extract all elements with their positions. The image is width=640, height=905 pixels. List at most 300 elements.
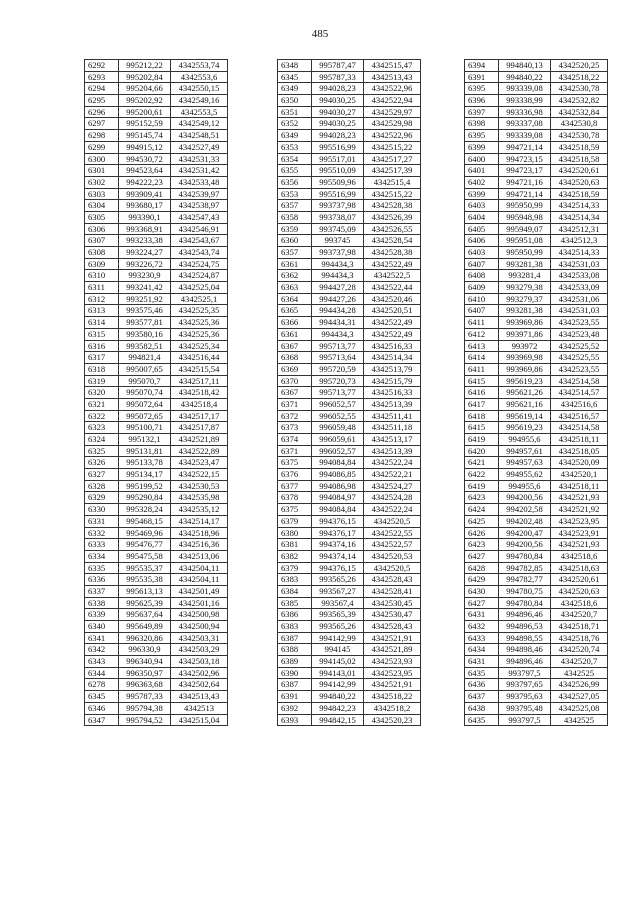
x-coordinate-cell: 994145 <box>312 644 364 656</box>
table-row <box>465 656 608 668</box>
table-row <box>278 258 421 270</box>
point-number-cell: 6327 <box>85 469 119 481</box>
x-coordinate-cell: 993797,5 <box>499 714 551 726</box>
x-coordinate-cell: 993338,99 <box>499 95 551 107</box>
table-row <box>278 410 421 422</box>
table-row <box>85 293 228 305</box>
table-row <box>85 609 228 621</box>
table-row <box>465 562 608 574</box>
table-row <box>85 118 228 130</box>
y-coordinate-cell: 4342522,5 <box>364 270 421 282</box>
point-number-cell: 6422 <box>465 469 499 481</box>
point-number-cell: 6427 <box>465 550 499 562</box>
y-coordinate-cell: 4342517,11 <box>171 375 228 387</box>
point-number-cell: 6397 <box>465 106 499 118</box>
x-coordinate-cell: 993969,98 <box>499 352 551 364</box>
point-number-cell: 6295 <box>85 95 119 107</box>
point-number-cell: 6358 <box>278 211 312 223</box>
point-number-cell: 6297 <box>85 118 119 130</box>
x-coordinate-cell: 993281,38 <box>499 305 551 317</box>
x-coordinate-cell: 995007,65 <box>119 363 171 375</box>
x-coordinate-cell: 993230,9 <box>119 270 171 282</box>
y-coordinate-cell: 4342533,48 <box>171 176 228 188</box>
y-coordinate-cell: 4342521,89 <box>364 644 421 656</box>
x-coordinate-cell: 993390,1 <box>119 211 171 223</box>
y-coordinate-cell: 4342514,33 <box>551 200 608 212</box>
x-coordinate-cell: 995200,61 <box>119 106 171 118</box>
x-coordinate-cell: 995328,24 <box>119 504 171 516</box>
table-row <box>465 282 608 294</box>
point-number-cell: 6394 <box>465 60 499 72</box>
y-coordinate-cell: 4342500,98 <box>171 609 228 621</box>
table-row <box>278 527 421 539</box>
x-coordinate-cell: 995621,16 <box>499 398 551 410</box>
table-row <box>85 469 228 481</box>
table-row <box>465 679 608 691</box>
y-coordinate-cell: 4342516,44 <box>171 352 228 364</box>
table-row <box>278 469 421 481</box>
point-number-cell: 6370 <box>278 375 312 387</box>
point-number-cell: 6363 <box>278 282 312 294</box>
y-coordinate-cell: 4342517,17 <box>171 410 228 422</box>
table-row <box>85 317 228 329</box>
x-coordinate-cell: 993795,63 <box>499 691 551 703</box>
y-coordinate-cell: 4342515,54 <box>171 363 228 375</box>
point-number-cell: 6361 <box>278 328 312 340</box>
x-coordinate-cell: 995509,96 <box>312 176 364 188</box>
x-coordinate-cell: 995152,59 <box>119 118 171 130</box>
table-row <box>85 504 228 516</box>
x-coordinate-cell: 994030,25 <box>312 95 364 107</box>
table-row <box>465 550 608 562</box>
table-row <box>278 235 421 247</box>
y-coordinate-cell: 4342521,92 <box>551 504 608 516</box>
x-coordinate-cell: 995516,99 <box>312 188 364 200</box>
x-coordinate-cell: 993737,98 <box>312 247 364 259</box>
x-coordinate-cell: 994840,22 <box>499 71 551 83</box>
point-number-cell: 6292 <box>85 60 119 72</box>
table-row <box>465 176 608 188</box>
point-number-cell: 6413 <box>465 340 499 352</box>
point-number-cell: 6323 <box>85 422 119 434</box>
point-number-cell: 6357 <box>278 200 312 212</box>
table-row <box>278 95 421 107</box>
point-number-cell: 6303 <box>85 188 119 200</box>
y-coordinate-cell: 4342525,52 <box>551 340 608 352</box>
x-coordinate-cell: 993909,41 <box>119 188 171 200</box>
y-coordinate-cell: 4342529,98 <box>364 118 421 130</box>
x-coordinate-cell: 993972 <box>499 340 551 352</box>
x-coordinate-cell: 995199,52 <box>119 480 171 492</box>
point-number-cell: 6333 <box>85 539 119 551</box>
table-row <box>278 621 421 633</box>
y-coordinate-cell: 4342520,46 <box>364 293 421 305</box>
x-coordinate-cell: 994376,15 <box>312 515 364 527</box>
point-number-cell: 6381 <box>278 539 312 551</box>
x-coordinate-cell: 994084,97 <box>312 492 364 504</box>
x-coordinate-cell: 994374,14 <box>312 550 364 562</box>
point-number-cell: 6337 <box>85 585 119 597</box>
point-number-cell: 6305 <box>85 211 119 223</box>
point-number-cell: 6308 <box>85 247 119 259</box>
y-coordinate-cell: 4342522,96 <box>364 83 421 95</box>
point-number-cell: 6379 <box>278 562 312 574</box>
x-coordinate-cell: 993969,86 <box>499 363 551 375</box>
point-number-cell: 6383 <box>278 574 312 586</box>
y-coordinate-cell: 4342513,06 <box>171 550 228 562</box>
point-number-cell: 6366 <box>278 317 312 329</box>
x-coordinate-cell: 994200,47 <box>499 527 551 539</box>
y-coordinate-cell: 4342521,91 <box>364 632 421 644</box>
y-coordinate-cell: 4342520,5 <box>364 562 421 574</box>
point-number-cell: 6385 <box>278 597 312 609</box>
point-number-cell: 6431 <box>465 609 499 621</box>
y-coordinate-cell: 4342517,87 <box>171 422 228 434</box>
y-coordinate-cell: 4342516,36 <box>171 539 228 551</box>
x-coordinate-cell: 994721,14 <box>499 141 551 153</box>
point-number-cell: 6419 <box>465 434 499 446</box>
table-row <box>465 387 608 399</box>
point-number-cell: 6411 <box>465 363 499 375</box>
x-coordinate-cell: 994142,99 <box>312 679 364 691</box>
y-coordinate-cell: 4342518,22 <box>551 71 608 83</box>
coordinate-table-3 <box>464 59 608 726</box>
table-row <box>278 247 421 259</box>
y-coordinate-cell: 4342525,1 <box>171 293 228 305</box>
point-number-cell: 6329 <box>85 492 119 504</box>
point-number-cell: 6342 <box>85 644 119 656</box>
y-coordinate-cell: 4342513,39 <box>364 445 421 457</box>
y-coordinate-cell: 4342518,11 <box>551 480 608 492</box>
y-coordinate-cell: 4342514,34 <box>364 352 421 364</box>
y-coordinate-cell: 4342528,43 <box>364 621 421 633</box>
y-coordinate-cell: 4342518,4 <box>171 398 228 410</box>
table-row <box>85 422 228 434</box>
x-coordinate-cell: 994723,17 <box>499 165 551 177</box>
x-coordinate-cell: 995713,77 <box>312 340 364 352</box>
point-number-cell: 6416 <box>465 387 499 399</box>
x-coordinate-cell: 994376,15 <box>312 562 364 574</box>
x-coordinate-cell: 994434,3 <box>312 258 364 270</box>
table-row <box>465 83 608 95</box>
table-row <box>278 387 421 399</box>
x-coordinate-cell: 994222,23 <box>119 176 171 188</box>
point-number-cell: 6423 <box>465 492 499 504</box>
table-row <box>85 632 228 644</box>
x-coordinate-cell: 993279,37 <box>499 293 551 305</box>
y-coordinate-cell: 4342522,21 <box>364 469 421 481</box>
point-number-cell: 6301 <box>85 165 119 177</box>
point-number-cell: 6382 <box>278 550 312 562</box>
x-coordinate-cell: 994840,22 <box>312 691 364 703</box>
y-coordinate-cell: 4342501,16 <box>171 597 228 609</box>
x-coordinate-cell: 995948,98 <box>499 211 551 223</box>
point-number-cell: 6324 <box>85 434 119 446</box>
point-number-cell: 6349 <box>278 130 312 142</box>
point-number-cell: 6344 <box>85 667 119 679</box>
y-coordinate-cell: 4342520,1 <box>551 469 608 481</box>
table-row <box>465 457 608 469</box>
x-coordinate-cell: 993233,38 <box>119 235 171 247</box>
x-coordinate-cell: 994202,58 <box>499 504 551 516</box>
point-number-cell: 6375 <box>278 457 312 469</box>
table-row <box>85 656 228 668</box>
table-row <box>278 609 421 621</box>
point-number-cell: 6330 <box>85 504 119 516</box>
y-coordinate-cell: 4342522,24 <box>364 457 421 469</box>
x-coordinate-cell: 995535,37 <box>119 562 171 574</box>
x-coordinate-cell: 995133,78 <box>119 457 171 469</box>
y-coordinate-cell: 4342514,33 <box>551 247 608 259</box>
y-coordinate-cell: 4342512,31 <box>551 223 608 235</box>
table-row <box>465 317 608 329</box>
y-coordinate-cell: 4342529,97 <box>364 106 421 118</box>
table-row <box>465 352 608 364</box>
y-coordinate-cell: 4342518,11 <box>551 434 608 446</box>
y-coordinate-cell: 4342523,47 <box>171 457 228 469</box>
y-coordinate-cell: 4342520,53 <box>364 550 421 562</box>
x-coordinate-cell: 995787,47 <box>312 60 364 72</box>
table-row <box>465 492 608 504</box>
table-row <box>465 714 608 726</box>
point-number-cell: 6401 <box>465 165 499 177</box>
point-number-cell: 6316 <box>85 340 119 352</box>
x-coordinate-cell: 993971,86 <box>499 328 551 340</box>
table-row <box>465 363 608 375</box>
point-number-cell: 6368 <box>278 352 312 364</box>
x-coordinate-cell: 993281,38 <box>499 258 551 270</box>
point-number-cell: 6296 <box>85 106 119 118</box>
x-coordinate-cell: 995290,84 <box>119 492 171 504</box>
x-coordinate-cell: 996052,55 <box>312 410 364 422</box>
table-row <box>465 328 608 340</box>
x-coordinate-cell: 994200,56 <box>499 539 551 551</box>
table-row <box>278 422 421 434</box>
x-coordinate-cell: 993680,17 <box>119 200 171 212</box>
y-coordinate-cell: 4342522,55 <box>364 527 421 539</box>
x-coordinate-cell: 993339,08 <box>499 130 551 142</box>
y-coordinate-cell: 4342518,42 <box>171 387 228 399</box>
point-number-cell: 6393 <box>278 714 312 726</box>
x-coordinate-cell: 994145,02 <box>312 656 364 668</box>
point-number-cell: 6312 <box>85 293 119 305</box>
table-row <box>278 211 421 223</box>
x-coordinate-cell: 994898,46 <box>499 644 551 656</box>
table-row <box>465 527 608 539</box>
table-row <box>465 235 608 247</box>
x-coordinate-cell: 993797,65 <box>499 679 551 691</box>
point-number-cell: 6299 <box>85 141 119 153</box>
point-number-cell: 6427 <box>465 597 499 609</box>
x-coordinate-cell: 994780,84 <box>499 550 551 562</box>
y-coordinate-cell: 4342525 <box>551 667 608 679</box>
table-row <box>278 667 421 679</box>
x-coordinate-cell: 996059,61 <box>312 434 364 446</box>
x-coordinate-cell: 994143,01 <box>312 667 364 679</box>
y-coordinate-cell: 4342525,36 <box>171 328 228 340</box>
y-coordinate-cell: 4342548,51 <box>171 130 228 142</box>
table-row <box>85 211 228 223</box>
x-coordinate-cell: 994028,23 <box>312 83 364 95</box>
y-coordinate-cell: 4342520,5 <box>364 515 421 527</box>
table-row <box>85 258 228 270</box>
y-coordinate-cell: 4342528,54 <box>364 235 421 247</box>
x-coordinate-cell: 995787,33 <box>312 71 364 83</box>
point-number-cell: 6300 <box>85 153 119 165</box>
x-coordinate-cell: 995794,38 <box>119 702 171 714</box>
point-number-cell: 6339 <box>85 609 119 621</box>
table-row <box>85 597 228 609</box>
x-coordinate-cell: 993241,42 <box>119 282 171 294</box>
table-row <box>278 293 421 305</box>
y-coordinate-cell: 4342520,25 <box>551 60 608 72</box>
table-row <box>85 445 228 457</box>
point-number-cell: 6304 <box>85 200 119 212</box>
y-coordinate-cell: 4342526,39 <box>364 211 421 223</box>
table-row <box>85 679 228 691</box>
x-coordinate-cell: 995625,39 <box>119 597 171 609</box>
x-coordinate-cell: 993795,48 <box>499 702 551 714</box>
point-number-cell: 6419 <box>465 480 499 492</box>
y-coordinate-cell: 4342504,11 <box>171 562 228 574</box>
point-number-cell: 6294 <box>85 83 119 95</box>
point-number-cell: 6411 <box>465 317 499 329</box>
y-coordinate-cell: 4342528,43 <box>364 574 421 586</box>
point-number-cell: 6353 <box>278 141 312 153</box>
y-coordinate-cell: 4342553,5 <box>171 106 228 118</box>
table-row <box>278 691 421 703</box>
y-coordinate-cell: 4342516,6 <box>551 398 608 410</box>
y-coordinate-cell: 4342517,27 <box>364 153 421 165</box>
point-number-cell: 6353 <box>278 188 312 200</box>
y-coordinate-cell: 4342527,05 <box>551 691 608 703</box>
x-coordinate-cell: 994955,6 <box>499 480 551 492</box>
point-number-cell: 6430 <box>465 585 499 597</box>
point-number-cell: 6364 <box>278 293 312 305</box>
table-row <box>85 235 228 247</box>
y-coordinate-cell: 4342533,08 <box>551 270 608 282</box>
table-row <box>85 282 228 294</box>
point-number-cell: 6359 <box>278 223 312 235</box>
y-coordinate-cell: 4342522,24 <box>364 504 421 516</box>
point-number-cell: 6325 <box>85 445 119 457</box>
y-coordinate-cell: 4342513 <box>171 702 228 714</box>
page-number: 485 <box>311 28 329 40</box>
table-row <box>278 597 421 609</box>
y-coordinate-cell: 4342531,33 <box>171 153 228 165</box>
table-row <box>465 410 608 422</box>
table-row <box>85 83 228 95</box>
point-number-cell: 6348 <box>278 60 312 72</box>
y-coordinate-cell: 4342533,09 <box>551 282 608 294</box>
table-row <box>278 562 421 574</box>
y-coordinate-cell: 4342513,43 <box>364 71 421 83</box>
y-coordinate-cell: 4342521,93 <box>551 492 608 504</box>
x-coordinate-cell: 995951,08 <box>499 235 551 247</box>
table-row <box>278 574 421 586</box>
point-number-cell: 6396 <box>465 95 499 107</box>
table-row <box>278 153 421 165</box>
x-coordinate-cell: 995949,07 <box>499 223 551 235</box>
y-coordinate-cell: 4342532,84 <box>551 106 608 118</box>
table-row <box>85 60 228 72</box>
table-row <box>278 165 421 177</box>
x-coordinate-cell: 993337,08 <box>499 118 551 130</box>
y-coordinate-cell: 4342553,6 <box>171 71 228 83</box>
x-coordinate-cell: 994721,14 <box>499 188 551 200</box>
table-row <box>465 95 608 107</box>
y-coordinate-cell: 4342513,39 <box>364 398 421 410</box>
y-coordinate-cell: 4342525,34 <box>171 340 228 352</box>
table-row <box>85 200 228 212</box>
point-number-cell: 6311 <box>85 282 119 294</box>
point-number-cell: 6415 <box>465 375 499 387</box>
y-coordinate-cell: 4342525,35 <box>171 305 228 317</box>
point-number-cell: 6349 <box>278 83 312 95</box>
table-row <box>278 504 421 516</box>
y-coordinate-cell: 4342504,11 <box>171 574 228 586</box>
point-number-cell: 6362 <box>278 270 312 282</box>
table-row <box>465 153 608 165</box>
point-number-cell: 6435 <box>465 714 499 726</box>
x-coordinate-cell: 994084,84 <box>312 504 364 516</box>
x-coordinate-cell: 995720,59 <box>312 363 364 375</box>
y-coordinate-cell: 4342535,12 <box>171 504 228 516</box>
x-coordinate-cell: 995950,99 <box>499 200 551 212</box>
table-row <box>85 527 228 539</box>
point-number-cell: 6306 <box>85 223 119 235</box>
point-number-cell: 6357 <box>278 247 312 259</box>
table-row <box>465 223 608 235</box>
y-coordinate-cell: 4342512,3 <box>551 235 608 247</box>
point-number-cell: 6405 <box>465 223 499 235</box>
point-number-cell: 6387 <box>278 679 312 691</box>
table-row <box>85 270 228 282</box>
point-number-cell: 6367 <box>278 340 312 352</box>
point-number-cell: 6373 <box>278 422 312 434</box>
point-number-cell: 6435 <box>465 667 499 679</box>
x-coordinate-cell: 995619,14 <box>499 410 551 422</box>
y-coordinate-cell: 4342521,89 <box>171 434 228 446</box>
point-number-cell: 6331 <box>85 515 119 527</box>
table-row <box>465 667 608 679</box>
y-coordinate-cell: 4342524,75 <box>171 258 228 270</box>
table-row <box>465 515 608 527</box>
y-coordinate-cell: 4342511,18 <box>364 422 421 434</box>
point-number-cell: 6378 <box>278 492 312 504</box>
y-coordinate-cell: 4342530,8 <box>551 118 608 130</box>
x-coordinate-cell: 994200,56 <box>499 492 551 504</box>
point-number-cell: 6403 <box>465 200 499 212</box>
point-number-cell: 6395 <box>465 130 499 142</box>
y-coordinate-cell: 4342526,55 <box>364 223 421 235</box>
x-coordinate-cell: 994842,15 <box>312 714 364 726</box>
x-coordinate-cell: 993339,08 <box>499 83 551 95</box>
point-number-cell: 6414 <box>465 352 499 364</box>
point-number-cell: 6410 <box>465 293 499 305</box>
x-coordinate-cell: 995134,17 <box>119 469 171 481</box>
x-coordinate-cell: 996320,86 <box>119 632 171 644</box>
table-row <box>465 211 608 223</box>
x-coordinate-cell: 993797,5 <box>499 667 551 679</box>
x-coordinate-cell: 994782,77 <box>499 574 551 586</box>
table-row <box>278 305 421 317</box>
table-row <box>278 702 421 714</box>
x-coordinate-cell: 993738,07 <box>312 211 364 223</box>
table-row <box>465 71 608 83</box>
point-number-cell: 6406 <box>465 235 499 247</box>
point-number-cell: 6335 <box>85 562 119 574</box>
